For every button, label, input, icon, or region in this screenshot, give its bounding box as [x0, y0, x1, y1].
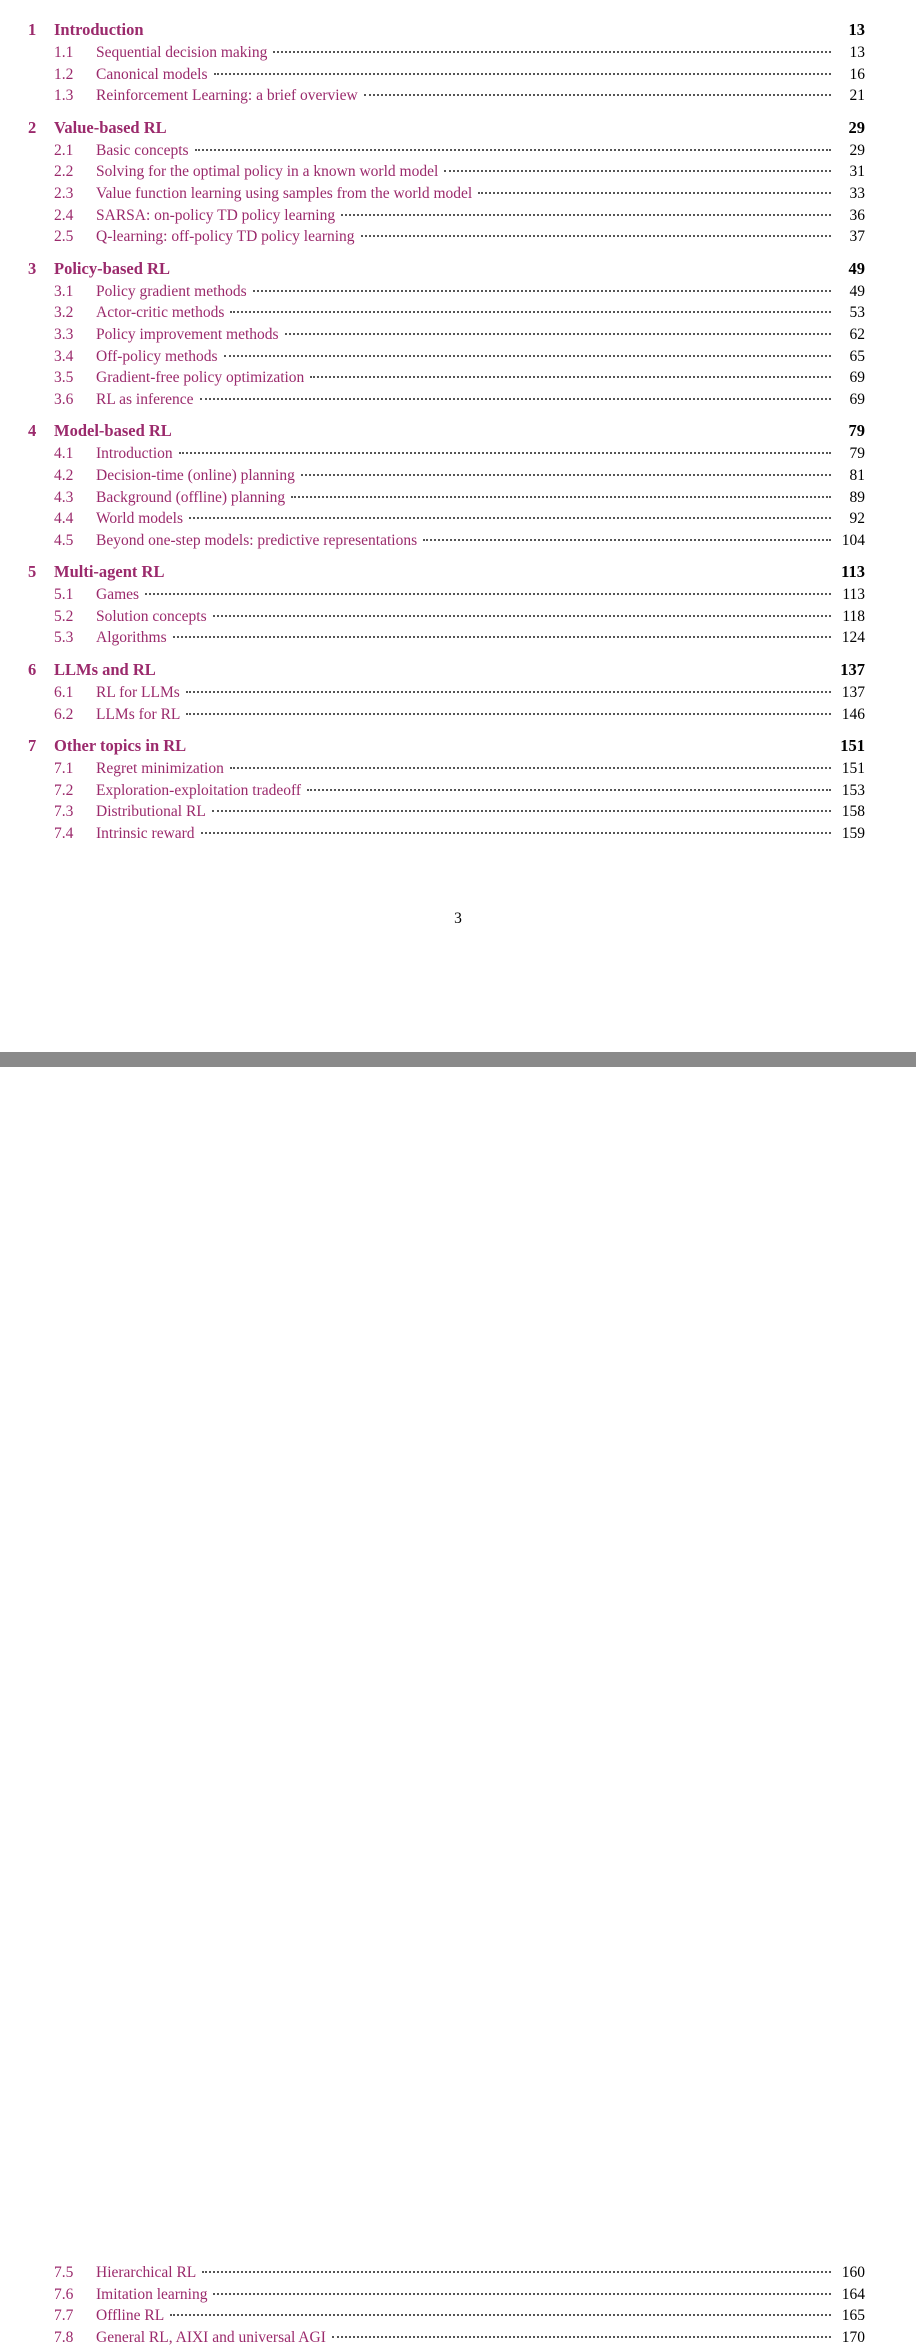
section-number: 7.8 [54, 2328, 74, 2346]
toc-section-entry[interactable] [28, 185, 865, 207]
section-title: Sequential decision making [96, 44, 268, 61]
toc-section-entry[interactable] [28, 283, 865, 305]
dot-leader [201, 832, 831, 834]
toc-section-entry[interactable] [28, 532, 865, 554]
section-page-number: 124 [841, 629, 865, 647]
section-title: Gradient-free policy optimization [96, 369, 305, 387]
dot-leader [212, 810, 831, 812]
chapter-number: 1 [28, 20, 37, 39]
toc-section-entry[interactable] [28, 467, 865, 489]
section-title: Games [96, 586, 140, 604]
chapter-title: Policy-based RL [54, 258, 170, 278]
section-title: Beyond one-step models: predictive representations [96, 531, 418, 549]
dot-leader [186, 713, 831, 715]
section-page-number: 137 [841, 684, 865, 702]
section-number: 7.5 [54, 2264, 74, 2281]
toc-section-entry[interactable] [28, 348, 865, 370]
toc-chapter [28, 259, 865, 413]
dot-leader [186, 691, 831, 693]
section-number: 5.2 [54, 607, 74, 625]
section-page-number: 92 [849, 510, 865, 528]
toc-section-entry[interactable] [28, 510, 865, 532]
section-title: Distributional RL [96, 803, 206, 821]
chapter-page-number: 79 [848, 421, 865, 441]
section-number: 2.2 [54, 163, 74, 181]
chapter-title: Value-based RL [54, 117, 167, 137]
toc-section-entry[interactable] [28, 228, 865, 250]
dot-leader [423, 539, 831, 541]
dot-leader [200, 398, 831, 400]
section-title: Imitation learning [96, 2285, 208, 2303]
chapter-page-number: 113 [841, 562, 865, 582]
section-page-number: 33 [849, 184, 865, 202]
section-number: 3.3 [54, 325, 74, 343]
section-title: Hierarchical RL [96, 2264, 197, 2281]
chapter-page-number: 13 [848, 20, 865, 39]
section-title: General RL, AIXI and universal AGI [96, 2328, 326, 2346]
section-page-number: 79 [849, 445, 865, 463]
toc-chapter [28, 421, 865, 553]
section-page-number: 36 [849, 206, 865, 224]
toc-section-entry[interactable] [28, 586, 865, 608]
section-page-number: 65 [849, 347, 865, 365]
dot-leader [173, 636, 831, 638]
section-number: 6.1 [54, 684, 74, 702]
section-title: Off-policy methods [96, 347, 218, 365]
dot-leader [170, 2314, 831, 2316]
section-title: Reinforcement Learning: a brief overview [96, 87, 358, 105]
section-page-number: 69 [849, 369, 865, 387]
section-title: Canonical models [96, 65, 208, 83]
section-title: RL for LLMs [96, 684, 180, 702]
section-page-number: 104 [841, 531, 865, 549]
section-title: Offline RL [96, 2307, 165, 2325]
toc-section-entry[interactable] [28, 706, 865, 728]
section-title: World models [96, 510, 184, 528]
section-page-number: 29 [849, 141, 865, 159]
section-page-number: 49 [849, 282, 865, 300]
toc-chapter-entry[interactable] [28, 421, 865, 445]
toc-section-entry[interactable] [28, 2307, 865, 2329]
page-separator [0, 1052, 916, 1067]
toc-section-entry[interactable] [28, 2264, 865, 2286]
section-number: 3.4 [54, 347, 74, 365]
chapter-number: 4 [28, 421, 37, 441]
section-number: 1.3 [54, 87, 74, 105]
section-number: 1.1 [54, 44, 74, 61]
toc-section-entry[interactable] [28, 66, 865, 88]
section-page-number: 53 [849, 304, 865, 322]
dot-leader [307, 789, 831, 791]
section-page-number: 160 [841, 2264, 865, 2281]
chapter-page-number: 151 [840, 736, 865, 756]
section-title: Exploration-exploitation tradeoff [96, 781, 302, 799]
dot-leader [253, 290, 831, 292]
chapter-title: Other topics in RL [54, 736, 187, 756]
section-title: Solving for the optimal policy in a known world model [96, 163, 439, 181]
toc-section-entry[interactable] [28, 304, 865, 326]
toc-section-entry[interactable] [28, 44, 865, 66]
section-number: 4.2 [54, 466, 74, 484]
section-title: Policy improvement methods [96, 325, 279, 343]
dot-leader [213, 615, 831, 617]
page-4 [0, 1067, 916, 2346]
dot-leader [301, 474, 831, 476]
chapter-number: 6 [28, 660, 37, 680]
dot-leader [341, 214, 831, 216]
section-number: 2.3 [54, 184, 74, 202]
section-number: 1.2 [54, 65, 74, 83]
section-page-number: 159 [841, 825, 865, 843]
toc-section-entry[interactable] [28, 445, 865, 467]
section-page-number: 37 [849, 228, 865, 246]
toc-section-entry[interactable] [28, 782, 865, 804]
section-number: 4.5 [54, 531, 74, 549]
dot-leader [145, 593, 831, 595]
dot-leader [224, 355, 831, 357]
chapter-number: 5 [28, 562, 37, 582]
chapter-title: Multi-agent RL [54, 562, 165, 582]
section-title: Intrinsic reward [96, 825, 195, 843]
section-title: Policy gradient methods [96, 282, 247, 300]
section-number: 2.1 [54, 141, 74, 159]
section-title: Q-learning: off-policy TD policy learning [96, 228, 355, 246]
section-number: 7.1 [54, 760, 74, 778]
section-number: 4.3 [54, 488, 74, 506]
section-number: 7.6 [54, 2285, 74, 2303]
chapter-number: 3 [28, 258, 37, 278]
section-number: 3.5 [54, 369, 74, 387]
section-page-number: 16 [849, 65, 865, 83]
section-title: Actor-critic methods [96, 304, 225, 322]
section-title: SARSA: on-policy TD policy learning [96, 206, 336, 224]
dot-leader [189, 517, 831, 519]
section-title: RL as inference [96, 390, 194, 408]
toc-section-entry[interactable] [28, 489, 865, 511]
dot-leader [214, 73, 832, 75]
toc-section-entry[interactable] [28, 2286, 865, 2308]
section-number: 7.3 [54, 803, 74, 821]
toc-chapter-entry[interactable] [28, 736, 865, 760]
dot-leader [444, 170, 831, 172]
section-title: Algorithms [96, 629, 167, 647]
chapter-title: Model-based RL [54, 421, 172, 441]
dot-leader [179, 452, 831, 454]
section-page-number: 13 [849, 44, 865, 61]
section-page-number: 21 [849, 87, 865, 105]
toc-chapter [28, 118, 865, 250]
dot-leader [285, 333, 831, 335]
dot-leader [213, 2293, 831, 2295]
section-page-number: 146 [841, 705, 865, 723]
toc-section-entry[interactable] [28, 684, 865, 706]
section-number: 3.6 [54, 390, 74, 408]
section-page-number: 31 [849, 163, 865, 181]
toc-chapter-entry[interactable] [28, 118, 865, 142]
dot-leader [291, 496, 831, 498]
dot-leader [310, 376, 831, 378]
toc-section-entry[interactable] [28, 326, 865, 348]
section-page-number: 89 [849, 488, 865, 506]
toc-section-entry[interactable] [28, 369, 865, 391]
chapter-number: 7 [28, 736, 37, 756]
section-number: 7.4 [54, 825, 74, 843]
dot-leader [202, 2271, 831, 2273]
chapter-page-number: 29 [848, 117, 865, 137]
section-title: Regret minimization [96, 760, 224, 778]
chapter-title: Introduction [54, 20, 144, 39]
section-page-number: 165 [841, 2307, 865, 2325]
section-title: Basic concepts [96, 141, 189, 159]
section-page-number: 62 [849, 325, 865, 343]
toc-section-entry[interactable] [28, 391, 865, 413]
toc-chapter-entry[interactable] [28, 660, 865, 684]
toc-section-entry[interactable] [28, 87, 865, 109]
chapter-title: LLMs and RL [54, 660, 156, 680]
dot-leader [332, 2336, 831, 2338]
section-page-number: 118 [842, 607, 865, 625]
section-title: Background (offline) planning [96, 488, 286, 506]
section-page-number: 164 [841, 2285, 865, 2303]
section-title: LLMs for RL [96, 705, 181, 723]
section-title: Solution concepts [96, 607, 207, 625]
chapter-page-number: 137 [840, 660, 865, 680]
toc-section-entry[interactable] [28, 207, 865, 229]
page-3 [0, 0, 916, 1052]
dot-leader [364, 94, 831, 96]
dot-leader [230, 767, 831, 769]
section-number: 2.4 [54, 206, 74, 224]
section-page-number: 69 [849, 390, 865, 408]
section-number: 5.1 [54, 586, 74, 604]
section-page-number: 151 [841, 760, 865, 778]
table-of-contents [28, 20, 865, 856]
toc-section-entry[interactable] [28, 142, 865, 164]
section-title: Introduction [96, 445, 173, 463]
toc-section-entry[interactable] [28, 163, 865, 185]
dot-leader [478, 192, 831, 194]
toc-chapter [28, 20, 865, 109]
dot-leader [361, 235, 831, 237]
toc-section-entry[interactable] [28, 629, 865, 651]
toc-chapter [28, 562, 865, 651]
dot-leader [195, 149, 831, 151]
section-number: 5.3 [54, 629, 74, 647]
toc-section-entry[interactable] [28, 825, 865, 847]
section-title: Value function learning using samples from the world model [96, 184, 473, 202]
section-page-number: 170 [841, 2328, 865, 2346]
toc-chapter-entry[interactable] [28, 562, 865, 586]
toc-section-entry[interactable] [28, 608, 865, 630]
toc-section-entry[interactable] [28, 2329, 865, 2350]
section-title: Decision-time (online) planning [96, 466, 295, 484]
toc-chapter-entry[interactable] [28, 259, 865, 283]
toc-chapter [28, 660, 865, 727]
dot-leader [273, 51, 831, 53]
page-number: 3 [454, 910, 462, 927]
section-page-number: 113 [842, 586, 865, 604]
section-number: 4.4 [54, 510, 74, 528]
table-of-contents-continued [28, 2264, 865, 2350]
toc-section-entry[interactable] [28, 760, 865, 782]
section-number: 6.2 [54, 705, 74, 723]
section-number: 3.2 [54, 304, 74, 322]
section-page-number: 158 [841, 803, 865, 821]
toc-chapter-entry[interactable] [28, 20, 865, 44]
chapter-number: 2 [28, 117, 37, 137]
section-number: 7.2 [54, 781, 74, 799]
section-page-number: 153 [841, 781, 865, 799]
toc-section-entry[interactable] [28, 803, 865, 825]
section-number: 7.7 [54, 2307, 74, 2325]
section-page-number: 81 [849, 466, 865, 484]
section-number: 4.1 [54, 445, 74, 463]
dot-leader [230, 311, 831, 313]
chapter-page-number: 49 [848, 258, 865, 278]
section-number: 2.5 [54, 228, 74, 246]
section-number: 3.1 [54, 282, 74, 300]
toc-chapter [28, 736, 865, 846]
